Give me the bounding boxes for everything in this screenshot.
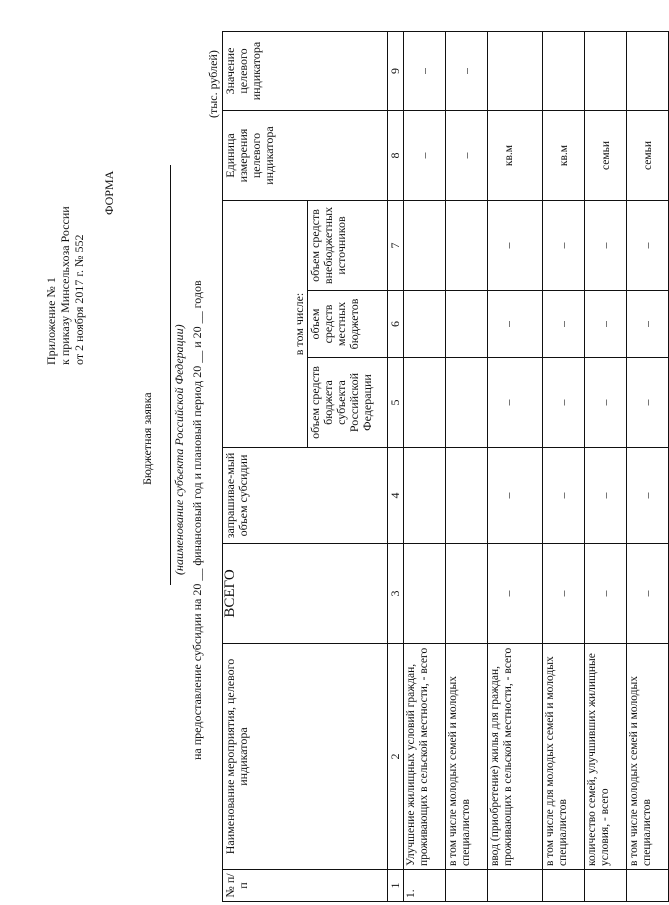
row-requested: – <box>627 448 669 544</box>
row-requested: – <box>543 448 585 544</box>
row-name: в том числе молодых семей и молодых специалистов <box>446 644 488 870</box>
row-total: – <box>627 544 669 644</box>
header-total: ВСЕГО <box>223 544 388 644</box>
row-value: – <box>446 32 488 111</box>
row-name: количество семей, улучшивших жилищные условия, - всего <box>585 644 627 870</box>
row-extra: – <box>627 201 669 291</box>
row-extra: – <box>585 201 627 291</box>
row-value <box>488 32 543 111</box>
row-extra <box>404 201 446 291</box>
col-number-8: 8 <box>388 111 404 201</box>
col-number-4: 4 <box>388 448 404 544</box>
appendix-line-2: к приказу Минсельхоза России <box>58 206 72 365</box>
col-number-2: 2 <box>388 644 404 870</box>
row-name: Улучшение жилищных условий граждан, проживающих в сельской местности, - всего <box>404 644 446 870</box>
row-local: – <box>543 291 585 358</box>
column-number-row <box>388 32 404 902</box>
col-number-6: 6 <box>388 291 404 358</box>
col-number-9: 9 <box>388 32 404 111</box>
row-unit: кв.м <box>543 111 585 201</box>
row-num <box>488 870 543 902</box>
row-unit: – <box>446 111 488 201</box>
row-regional: – <box>543 358 585 448</box>
row-local <box>404 291 446 358</box>
row-value <box>627 32 669 111</box>
row-unit: семьи <box>585 111 627 201</box>
row-num <box>627 870 669 902</box>
table-row <box>543 32 585 902</box>
header-including: в том числе: <box>223 201 308 448</box>
row-local <box>446 291 488 358</box>
row-regional <box>404 358 446 448</box>
row-value <box>585 32 627 111</box>
document-title: Бюджетная заявка <box>140 392 154 485</box>
row-local: – <box>627 291 669 358</box>
row-name: в том числе для молодых семей и молодых специалистов <box>543 644 585 870</box>
row-total <box>404 544 446 644</box>
header-local: объем средств местных бюджетов <box>308 291 388 358</box>
row-unit: – <box>404 111 446 201</box>
table-row <box>627 32 669 902</box>
subject-caption: (наименование субъекта Российской Федерации) <box>172 324 186 575</box>
row-extra: – <box>488 201 543 291</box>
row-total: – <box>543 544 585 644</box>
row-num: 1. <box>404 870 446 902</box>
row-total <box>446 544 488 644</box>
row-local: – <box>488 291 543 358</box>
header-unit: Единица измерения целевого индикатора <box>223 111 388 201</box>
row-name: в том числе молодых семей и молодых специалистов <box>627 644 669 870</box>
period-text: на предоставление субсидии на 20 __ финансовый год и плановый период 20 __ и 20 __ годов <box>190 280 204 760</box>
appendix-line-3: от 2 ноября 2017 г. № 552 <box>72 234 86 365</box>
appendix-line-1: Приложение № 1 <box>44 277 58 365</box>
form-label: ФОРМА <box>102 170 116 215</box>
table-row <box>404 32 446 902</box>
header-regional: объем средств бюджета субъекта Российской Федерации <box>308 358 388 448</box>
row-value <box>543 32 585 111</box>
header-requested: запрашивае-мый объем субсидии <box>223 448 388 544</box>
row-value: – <box>404 32 446 111</box>
col-number-5: 5 <box>388 358 404 448</box>
units-label: (тыс. рублей) <box>206 50 220 118</box>
row-requested <box>446 448 488 544</box>
row-regional: – <box>627 358 669 448</box>
row-num <box>446 870 488 902</box>
row-num <box>543 870 585 902</box>
row-requested: – <box>488 448 543 544</box>
table-row <box>585 32 627 902</box>
col-number-3: 3 <box>388 544 404 644</box>
row-extra: – <box>543 201 585 291</box>
header-indicator: Значение целевого индикатора <box>223 32 388 111</box>
row-requested: – <box>585 448 627 544</box>
header-name: Наименование мероприятия, целевого индикатора <box>223 644 388 870</box>
header-num: № п/п <box>223 870 388 902</box>
row-total: – <box>585 544 627 644</box>
row-unit: кв.м <box>488 111 543 201</box>
subject-name-line <box>170 165 171 585</box>
header-row-1 <box>223 32 308 902</box>
row-num <box>585 870 627 902</box>
row-name: ввод (приобретение) жилья для граждан, проживающих в сельской местности, - всего <box>488 644 543 870</box>
row-unit: семьи <box>627 111 669 201</box>
budget-request-table <box>222 31 669 902</box>
header-extra: объем средств внебюджетных источников <box>308 201 388 291</box>
col-number-7: 7 <box>388 201 404 291</box>
row-regional <box>446 358 488 448</box>
col-number-1: 1 <box>388 870 404 902</box>
row-local: – <box>585 291 627 358</box>
table-row <box>446 32 488 902</box>
row-requested <box>404 448 446 544</box>
row-regional: – <box>488 358 543 448</box>
table-row <box>488 32 543 902</box>
row-total: – <box>488 544 543 644</box>
row-regional: – <box>585 358 627 448</box>
row-extra <box>446 201 488 291</box>
